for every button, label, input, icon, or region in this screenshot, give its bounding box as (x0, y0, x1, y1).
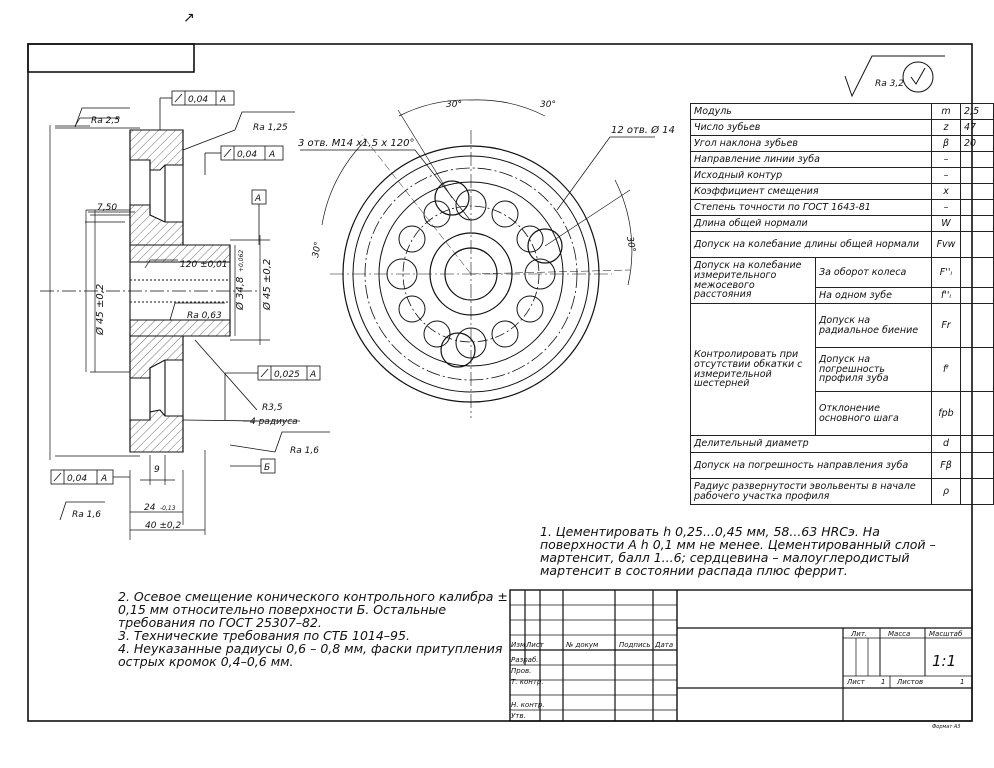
ang-30-c: 30° (311, 241, 324, 259)
tol3: 0,025 (274, 370, 300, 380)
tb-format: Формат А3 (932, 724, 961, 730)
tb-date: Дата (655, 641, 674, 649)
note-2: 2. Осевое смещение конического контрольного калибра ± 0,15 мм относительно поверхности Б. Остальные требования по ГОСТ 25307–82. (118, 589, 508, 630)
dim-d45-left: Ø 45 ±0,2 (95, 283, 106, 335)
param-name: Угол наклона зубьев (691, 136, 932, 152)
param-row (691, 136, 994, 152)
param-name: Допуск на колебание длины общей нормали (691, 232, 932, 258)
param-symbol: fᶠ (932, 348, 961, 392)
param-symbol: F''ᵢ (932, 258, 961, 288)
tb-lit: Лит. (851, 630, 868, 638)
dim-9: 9 (154, 465, 160, 475)
param-value: 20 (961, 136, 994, 152)
ra-1-6-left: Ra 1,6 (72, 510, 101, 520)
param-value (961, 168, 994, 184)
tb-sign: Подпись (619, 641, 651, 649)
group-title: Допуск на колебание измерительного межосевого расстояния (691, 258, 816, 304)
dim-24-tol: -0,13 (160, 505, 176, 512)
param-symbol: d (932, 436, 961, 453)
param-row (691, 184, 994, 200)
param-symbol: – (932, 152, 961, 168)
param-symbol: z (932, 120, 961, 136)
param-name: Делительный диаметр (691, 436, 932, 453)
tol4: 0,04 (67, 474, 88, 484)
tb-prov: Пров. (511, 667, 532, 675)
param-row (691, 232, 994, 258)
param-row (691, 453, 994, 479)
gear-parameters-table (690, 103, 994, 505)
tb-sheet-n: 1 (881, 678, 886, 686)
roughness-general-symbol (845, 56, 945, 96)
param-value: 2,5 (961, 104, 994, 120)
param-name: Число зубьев (691, 120, 932, 136)
param-name: Допуск на радиальное биение (816, 304, 932, 348)
dim-d45-right: Ø 45 ±0,2 (262, 258, 273, 310)
param-symbol: Fvw (932, 232, 961, 258)
tb-list: Лист (526, 641, 544, 649)
note-4: 4. Неуказанные радиусы 0,6 – 0,8 мм, фаски притупления острых кромок 0,4–0,6 мм. (118, 641, 503, 669)
param-name: Направление линии зуба (691, 152, 932, 168)
dim-120: 120 ±0,01 (180, 260, 228, 270)
param-name: Исходный контур (691, 168, 932, 184)
param-symbol: W (932, 216, 961, 232)
tb-scale-header: Масштаб (929, 630, 963, 638)
param-symbol: m (932, 104, 961, 120)
param-value (961, 258, 994, 288)
dim-24: 24 (144, 503, 156, 513)
param-row (691, 258, 994, 288)
param-value (961, 436, 994, 453)
param-symbol: – (932, 168, 961, 184)
dim-7-50: 7,50 (97, 203, 118, 213)
param-value (961, 152, 994, 168)
param-row (691, 200, 994, 216)
param-value (961, 453, 994, 479)
param-symbol: β (932, 136, 961, 152)
param-row (691, 479, 994, 505)
dim-d34-8: Ø 34,8 (235, 276, 246, 310)
param-name: Допуск на погрешность направления зуба (691, 453, 932, 479)
roughness-general: Ra 3,2 (875, 79, 904, 89)
dim-4-radii: 4 радиуса (250, 417, 298, 427)
tb-sheet: Лист (847, 678, 865, 686)
param-name: Коэффициент смещения (691, 184, 932, 200)
tb-mass: Масса (888, 630, 911, 638)
param-name: Допуск на погрешность профиля зуба (816, 348, 932, 392)
param-symbol: – (932, 200, 961, 216)
notes-list (118, 590, 513, 668)
tb-tkontr: Т. контр. (511, 678, 544, 686)
tb-sheets: Листов (897, 678, 924, 686)
param-symbol: fpb (932, 392, 961, 436)
tol1: 0,04 (188, 95, 209, 105)
param-value (961, 479, 994, 505)
param-name: Отклонение основного шага (816, 392, 932, 436)
param-row (691, 152, 994, 168)
param-value (961, 232, 994, 258)
param-row (691, 304, 994, 348)
param-value (961, 348, 994, 392)
dim-40: 40 ±0,2 (145, 521, 182, 531)
param-value: 47 (961, 120, 994, 136)
tb-nkontr: Н. контр. (511, 701, 545, 709)
tb-sheets-n: 1 (960, 678, 965, 686)
dim-r3-5: R3,5 (262, 403, 283, 413)
param-symbol: x (932, 184, 961, 200)
param-symbol: Fr (932, 304, 961, 348)
title-block-lines (510, 590, 972, 721)
holes-m14: 3 отв. М14 x1,5 x 120° (298, 138, 415, 149)
top-mark: ↗ (183, 10, 195, 26)
base-a-label: A (255, 194, 262, 204)
note-1: 1. Цементировать h 0,25...0,45 мм, 58...63 HRCэ. На поверхности A h 0,1 мм не менее. Цементированный слой – мартенсит, балл 1...6; сердцевина – малоуглеродистый мартенсит в состоянии распада плюс феррит. (540, 524, 936, 578)
holes-d14: 12 отв. Ø 14 (611, 125, 675, 136)
tb-doc: № докум (566, 641, 599, 649)
base-b-label: Б (264, 463, 271, 473)
param-name: Степень точности по ГОСТ 1643-81 (691, 200, 932, 216)
stamp-box (28, 44, 194, 72)
param-name: За оборот колеса (816, 258, 932, 288)
group-title: Контролировать при отсутствии обкатки с измерительной шестерней (691, 304, 816, 436)
note-3: 3. Технические требования по СТБ 1014–95. (118, 628, 410, 643)
tb-utv: Утв. (511, 712, 526, 720)
tol4-base: A (101, 474, 108, 484)
param-value (961, 288, 994, 304)
param-value (961, 216, 994, 232)
ang-30-a: 30° (446, 100, 462, 110)
param-symbol: f''ᵢ (932, 288, 961, 304)
ra-2-5: Ra 2,5 (91, 116, 120, 126)
tol2: 0,04 (237, 150, 258, 160)
param-row (691, 436, 994, 453)
ang-30-b: 30° (540, 100, 556, 110)
tol2-base: A (269, 150, 276, 160)
param-row (691, 216, 994, 232)
param-name: Модуль (691, 104, 932, 120)
tb-scale: 1:1 (932, 652, 957, 670)
param-value (961, 304, 994, 348)
param-row (691, 104, 994, 120)
param-value (961, 184, 994, 200)
param-row (691, 120, 994, 136)
tb-razrab: Разраб. (511, 656, 539, 664)
param-symbol: Fβ (932, 453, 961, 479)
tb-izm: Изм (511, 641, 526, 649)
param-name: Длина общей нормали (691, 216, 932, 232)
param-symbol: ρ (932, 479, 961, 505)
tol3-base: A (310, 370, 317, 380)
param-value (961, 200, 994, 216)
param-name: На одном зубе (816, 288, 932, 304)
ra-1-25: Ra 1,25 (253, 123, 288, 133)
param-row (691, 168, 994, 184)
ra-1-6-right: Ra 1,6 (290, 446, 319, 456)
ra-0-63: Ra 0,63 (187, 311, 222, 321)
param-name: Радиус развернутости эвольвенты в начале рабочего участка профиля (691, 479, 932, 505)
ang-30-d: 30° (624, 235, 637, 254)
param-value (961, 392, 994, 436)
dim-d34-8-tol: +0,062 (238, 249, 245, 272)
tol1-base: A (220, 95, 227, 105)
